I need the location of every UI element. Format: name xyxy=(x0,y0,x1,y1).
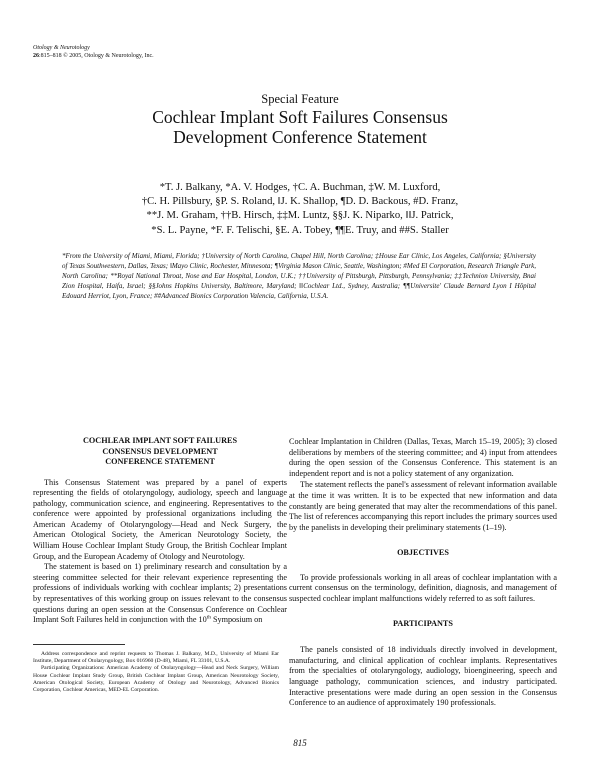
paragraph-basis-text: The statement is based on 1) preliminary research and consultation by a steering committee selected for their relevant experience representing the professions of individuals working with cochlear implants; 2) presentations by representatives of this working group on issues relevant to the consensus questions during an open session at the Consensus Conference on Cochlear Implant Soft Failures held in conjunction with the 10 xyxy=(33,562,287,625)
title-line-2: Development Conference Statement xyxy=(173,127,427,147)
paragraph-objectives: To provide professionals working in all areas of cochlear implantation with a current consensus on the terminology, definition, diagnosis, and management of suspected cochlear implant malfunctions widely referred to as soft failures. xyxy=(289,572,557,604)
journal-header xyxy=(33,44,154,60)
paragraph-participants: The panels consisted of 18 individuals directly involved in development, manufacturing, and clinical application of cochlear implants. Representatives from the specialties of otolaryngology, audiology, bioengineering, speech and language pathology, communication sciences, and industry participated. Interactive presentations were made during an open session in the Consensus Conference to an audience of approximately 190 professionals. xyxy=(289,645,557,708)
footnotes xyxy=(33,651,279,694)
heading-line: CONFERENCE STATEMENT xyxy=(105,457,215,466)
journal-name: Otology & Neurotology xyxy=(33,45,90,51)
left-column xyxy=(33,436,287,626)
paragraph-basis-end: Symposium on xyxy=(210,615,263,625)
section-heading-statement xyxy=(33,436,287,468)
section-heading-objectives: OBJECTIVES xyxy=(397,548,449,558)
author-line: †C. H. Pillsbury, §P. S. Roland, ‖J. K. Shallop, ¶D. D. Backous, #D. Franz, xyxy=(141,196,459,208)
footnote-organizations: Participating Organizations: American Academy of Otolaryngology—Head and Neck Surgery, William House Cochlear Implant Study Group, British Cochlear Implant Group, American Neurotology Society, American Otological Society, European Academy of Otology and Neurotology, Advanced Bionics Corporation, Cochlear Americas, MED-EL Corporation. xyxy=(33,665,279,694)
paragraph-continued: Cochlear Implantation in Children (Dallas, Texas, March 15–19, 2005); 3) closed deliberations by members of the steering committee; and 4) input from attendees during the open session of the Consensus Conference. This statement is an independent report and is not a policy statement of any organization. xyxy=(289,437,557,478)
right-column xyxy=(289,437,557,709)
author-line: **J. M. Graham, ††B. Hirsch, ‡‡M. Luntz, §§J. K. Niparko, ‖‖J. Patrick, xyxy=(146,210,454,222)
heading-line: CONSENSUS DEVELOPMENT xyxy=(102,446,218,456)
paragraph-assessment: The statement reflects the panel's assessment of relevant information available at the time it was written. It is to be expected that new information and data constantly are being generated that may alter the recommendations of this panel. The list of references accompanying this report includes the primary sources used by the panelists in developing their preliminary statements (1–19). xyxy=(289,480,557,532)
paragraph-panel: This Consensus Statement was prepared by a panel of experts representing the fields of otolaryngology, audiology, speech and language pathology, communication science, and engineering. Representatives to the conference were appointed by professional organizations including the American Academy of Otolaryngology—Head and Neck Surgery, the American Otological Society, the American Neurotology Society, the William House Cochlear Implant Study Group, the British Cochlear Implant Group, and the European Academy of Otology and Neurotology. xyxy=(33,477,287,561)
footnote-rule xyxy=(33,644,125,645)
journal-volume: 26 xyxy=(33,53,39,59)
journal-pages-copyright: :815–818 © 2005, Otology & Neurotology, Inc. xyxy=(39,53,154,59)
footnote-correspondence: Address correspondence and reprint requests to Thomas J. Balkany, M.D., University of Miami Ear Institute, Department of Otolaryngology, Box 016960 (D-48), Miami, FL 33101, U.S.A. xyxy=(33,651,279,665)
title-line-1: Cochlear Implant Soft Failures Consensus xyxy=(152,107,448,127)
author-list xyxy=(50,181,550,238)
heading-line: COCHLEAR IMPLANT SOFT FAILURES xyxy=(83,436,237,445)
paper-title xyxy=(60,107,540,147)
section-heading-participants: PARTICIPANTS xyxy=(393,618,453,628)
page-number: 815 xyxy=(293,738,307,748)
feature-label: Special Feature xyxy=(261,92,339,106)
affiliations: *From the University of Miami, Miami, Florida; †University of North Carolina, Chapel Hill, North Carolina; ‡House Ear Clinic, Los Angeles, California; §University of Texas Southwestern, Dallas, Texas; ‖Mayo Clinic, Rochester, Minnesota; ¶Virginia Mason Clinic, Seattle, Washington; #Med El Corporation, Research Triangle Park, North Carolina; **Royal National Throat, Nose and Ear Hospital, London, U.K.; ††University of Pittsburgh, Pittsburgh, Pennsylvania; ‡‡Technion University, Bnai Zion Hospital, Haifa, Israel; §§Johns Hopkins University, Baltimore, Maryland; ‖‖Cochlear Ltd., Sydney, Australia; ¶¶Universite' Claude Bernard Lyon I Hôpital Edouard Herriot, Lyon, France; ##Advanced Bionics Corporation Valencia, California, U.S.A. xyxy=(62,252,536,300)
author-line: *T. J. Balkany, *A. V. Hodges, †C. A. Buchman, ‡W. M. Luxford, xyxy=(159,182,441,193)
paragraph-basis xyxy=(33,562,287,626)
ordinal-superscript: th xyxy=(206,614,211,621)
author-line: *S. L. Payne, *F. F. Telischi, §E. A. Tobey, ¶¶E. Truy, and ##S. Staller xyxy=(151,224,449,236)
